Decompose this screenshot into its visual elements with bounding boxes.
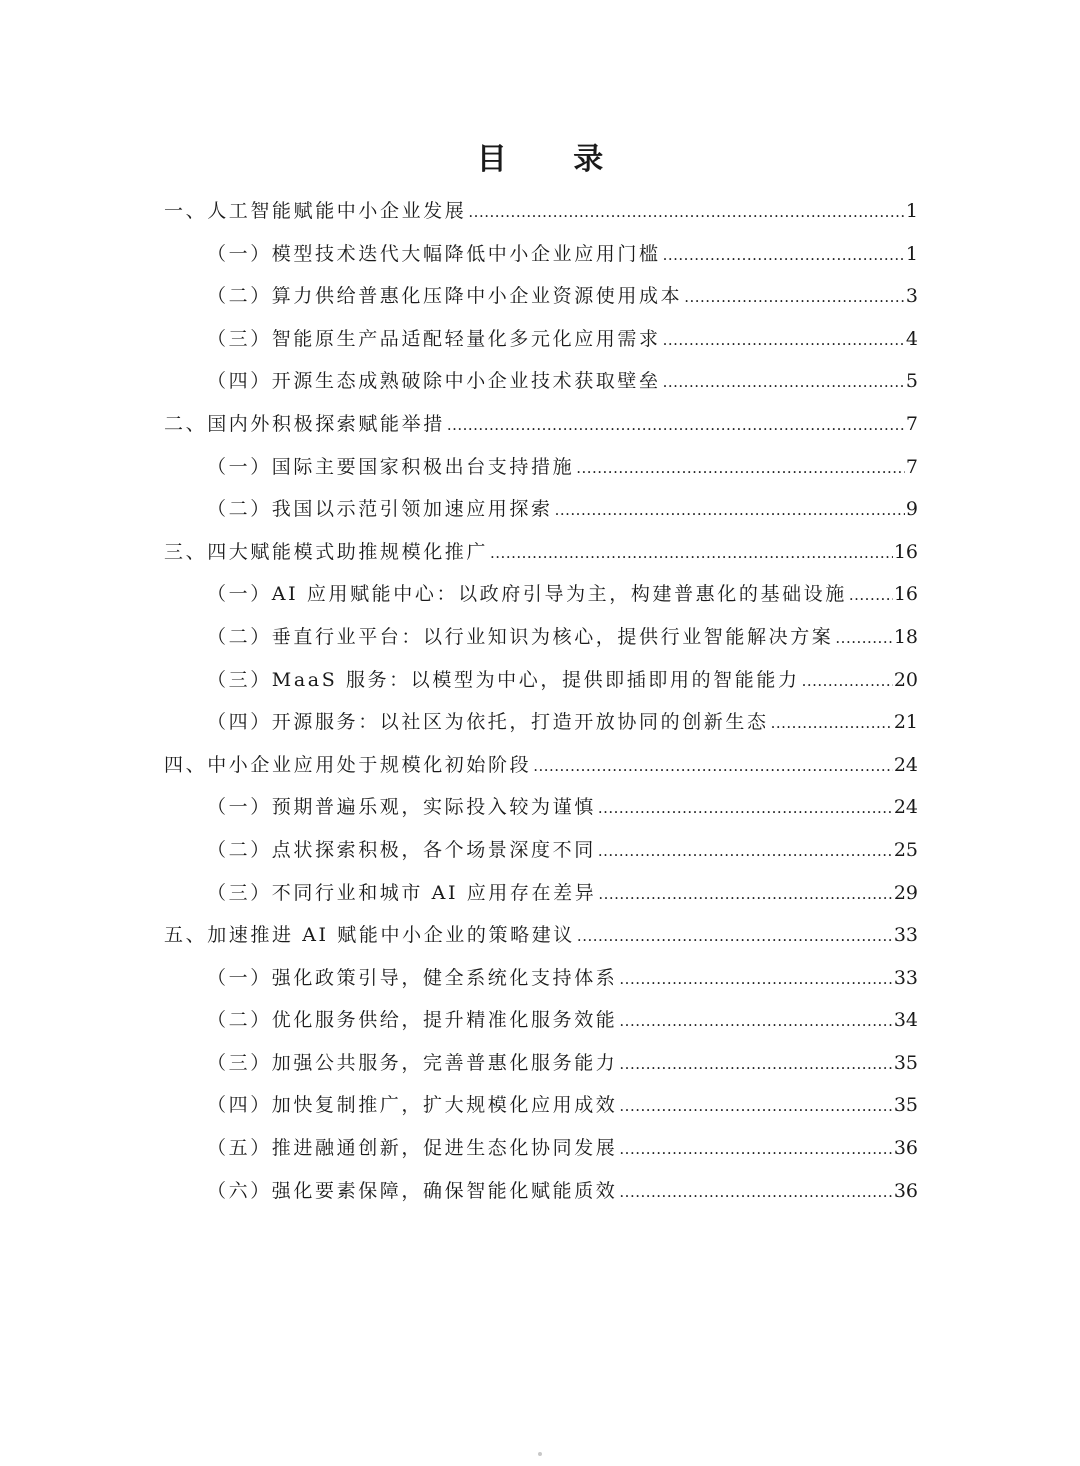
- toc-entry-label: （三）不同行业和城市 AI 应用存在差异: [207, 881, 597, 904]
- toc-entry-page: 20: [893, 668, 918, 691]
- toc-entry-label: （二）点状探索积极，各个场景深度不同: [207, 838, 596, 861]
- toc-entry[interactable]: [164, 190, 918, 233]
- toc-entry-label: （四）加快复制推广，扩大规模化应用成效: [207, 1094, 618, 1117]
- toc-entry-label: （三）加强公共服务，完善普惠化服务能力: [207, 1051, 618, 1074]
- toc-entry[interactable]: [164, 446, 918, 489]
- toc-entry-label: （二）算力供给普惠化压降中小企业资源使用成本: [207, 285, 683, 308]
- toc-entry[interactable]: [164, 616, 918, 659]
- toc-entry[interactable]: [164, 573, 918, 616]
- toc-entry-label: （三）MaaS 服务：以模型为中心，提供即插即用的智能能力: [207, 668, 800, 691]
- toc-entry[interactable]: [164, 744, 918, 787]
- toc-leader-dots: [619, 958, 892, 1001]
- toc-entry-label: （五）推进融通创新，促进生态化协同发展: [207, 1137, 618, 1160]
- toc-list: [164, 190, 918, 1212]
- toc-entry-label: （二）我国以示范引领加速应用探索: [207, 498, 553, 521]
- toc-leader-dots: [771, 702, 893, 745]
- toc-entry-page: 3: [905, 285, 918, 308]
- toc-entry-page: 4: [905, 327, 918, 350]
- toc-leader-dots: [447, 404, 905, 447]
- toc-entry[interactable]: [164, 999, 918, 1042]
- toc-leader-dots: [619, 1000, 892, 1043]
- toc-entry-page: 16: [893, 540, 918, 563]
- toc-entry-page: 21: [893, 711, 918, 734]
- toc-entry[interactable]: [164, 1127, 918, 1170]
- page-footer-mark: [538, 1452, 542, 1456]
- toc-leader-dots: [577, 915, 893, 958]
- toc-entry-page: 33: [893, 924, 918, 947]
- toc-entry-label: 四、中小企业应用处于规模化初始阶段: [164, 753, 532, 776]
- toc-entry[interactable]: [164, 233, 918, 276]
- toc-entry-page: 9: [905, 498, 918, 521]
- toc-entry-page: 5: [905, 370, 918, 393]
- toc-leader-dots: [619, 1043, 892, 1086]
- toc-entry-page: 33: [893, 966, 918, 989]
- toc-leader-dots: [619, 1171, 892, 1214]
- toc-entry-page: 35: [893, 1094, 918, 1117]
- toc-entry-label: （三）智能原生产品适配轻量化多元化应用需求: [207, 327, 661, 350]
- toc-entry-page: 1: [905, 242, 918, 265]
- toc-entry-label: 五、加速推进 AI 赋能中小企业的策略建议: [164, 924, 575, 947]
- toc-leader-dots: [835, 617, 892, 660]
- toc-entry-page: 29: [893, 881, 918, 904]
- toc-entry-label: （一）国际主要国家积极出台支持措施: [207, 455, 575, 478]
- toc-entry[interactable]: [164, 488, 918, 531]
- toc-entry[interactable]: [164, 275, 918, 318]
- toc-entry-label: 一、人工智能赋能中小企业发展: [164, 200, 467, 222]
- toc-title: 目 录: [476, 142, 632, 177]
- toc-entry[interactable]: [164, 957, 918, 1000]
- toc-entry[interactable]: [164, 1170, 918, 1213]
- toc-leader-dots: [576, 447, 905, 490]
- toc-leader-dots: [663, 234, 905, 277]
- toc-entry-label: （一）预期普遍乐观，实际投入较为谨慎: [207, 796, 596, 819]
- toc-leader-dots: [849, 574, 893, 617]
- toc-entry[interactable]: [164, 318, 918, 361]
- toc-leader-dots: [533, 745, 893, 788]
- toc-entry[interactable]: [164, 872, 918, 915]
- toc-entry-page: 1: [905, 200, 918, 222]
- toc-entry-page: 24: [893, 753, 918, 776]
- toc-leader-dots: [663, 361, 905, 404]
- toc-entry[interactable]: [164, 829, 918, 872]
- toc-entry-label: （四）开源生态成熟破除中小企业技术获取壁垒: [207, 370, 661, 393]
- toc-entry-page: 18: [893, 625, 918, 648]
- toc-leader-dots: [619, 1085, 892, 1128]
- toc-entry[interactable]: [164, 659, 918, 702]
- toc-leader-dots: [802, 660, 893, 703]
- toc-entry-label: （一）模型技术迭代大幅降低中小企业应用门槛: [207, 242, 661, 265]
- toc-leader-dots: [619, 1128, 892, 1171]
- toc-leader-dots: [598, 830, 893, 873]
- toc-entry-label: （二）垂直行业平台：以行业知识为核心，提供行业智能解决方案: [207, 625, 834, 648]
- toc-entry[interactable]: [164, 360, 918, 403]
- toc-entry-page: 7: [905, 412, 918, 435]
- toc-entry[interactable]: [164, 1084, 918, 1127]
- toc-entry-page: 24: [893, 796, 918, 819]
- toc-entry-page: 34: [893, 1009, 918, 1032]
- toc-leader-dots: [598, 787, 893, 830]
- toc-entry-page: 7: [905, 455, 918, 478]
- toc-leader-dots: [684, 276, 905, 319]
- toc-entry-page: 25: [893, 838, 918, 861]
- toc-entry[interactable]: [164, 701, 918, 744]
- toc-entry-label: （六）强化要素保障，确保智能化赋能质效: [207, 1179, 618, 1202]
- toc-leader-dots: [555, 489, 905, 532]
- toc-entry[interactable]: [164, 531, 918, 574]
- toc-leader-dots: [598, 873, 893, 916]
- toc-entry-label: （一）AI 应用赋能中心：以政府引导为主，构建普惠化的基础设施: [207, 583, 847, 606]
- toc-entry-label: 三、四大赋能模式助推规模化推广: [164, 540, 489, 563]
- toc-entry-label: （四）开源服务：以社区为依托，打造开放协同的创新生态: [207, 711, 769, 734]
- toc-entry-page: 16: [893, 583, 918, 606]
- toc-entry-page: 36: [893, 1137, 918, 1160]
- toc-leader-dots: [663, 319, 905, 362]
- toc-entry[interactable]: [164, 786, 918, 829]
- toc-entry[interactable]: [164, 403, 918, 446]
- toc-entry-page: 35: [893, 1051, 918, 1074]
- toc-entry-label: （一）强化政策引导，健全系统化支持体系: [207, 966, 618, 989]
- toc-entry[interactable]: [164, 914, 918, 957]
- toc-entry[interactable]: [164, 1042, 918, 1085]
- toc-entry-label: 二、国内外积极探索赋能举措: [164, 412, 445, 435]
- toc-leader-dots: [468, 191, 905, 234]
- toc-entry-page: 36: [893, 1179, 918, 1202]
- toc-leader-dots: [490, 532, 893, 575]
- toc-entry-label: （二）优化服务供给，提升精准化服务效能: [207, 1009, 618, 1032]
